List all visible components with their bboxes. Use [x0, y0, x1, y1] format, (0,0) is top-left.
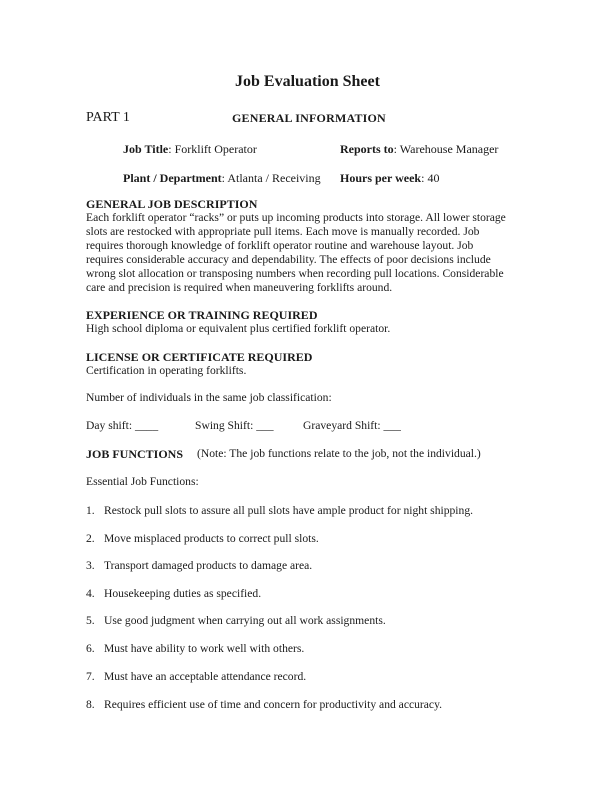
- reports-to-label: Reports to: [340, 142, 394, 156]
- list-item-text: Restock pull slots to assure all pull slots have ample product for night shipping.: [104, 504, 474, 517]
- list-item-number: 3.: [86, 559, 95, 572]
- job-title-label: Job Title: [123, 142, 169, 156]
- hours-per-week-value: : 40: [421, 171, 440, 185]
- plant-department-label: Plant / Department: [123, 171, 222, 185]
- reports-to-field: [340, 142, 498, 157]
- list-item-text: Housekeeping duties as specified.: [104, 587, 262, 600]
- job-description-line: slots are restocked with appropriate pull items. Each move is manually recorded. Job: [86, 225, 480, 238]
- list-item-number: 4.: [86, 587, 95, 600]
- essential-functions-label: Essential Job Functions:: [86, 475, 199, 488]
- list-item-number: 5.: [86, 614, 95, 627]
- page-title: Job Evaluation Sheet: [235, 73, 380, 90]
- swing-shift-field: Swing Shift: ___: [195, 419, 274, 432]
- hours-per-week-label: Hours per week: [340, 171, 422, 185]
- job-functions-heading: JOB FUNCTIONS: [86, 447, 184, 461]
- list-item: [86, 614, 386, 627]
- day-shift-field: Day shift: ____: [86, 419, 159, 432]
- list-item-text: Transport damaged products to damage area.: [104, 559, 313, 572]
- list-item-text: Must have ability to work well with others.: [104, 642, 305, 655]
- list-item-number: 6.: [86, 642, 95, 655]
- job-description-heading: GENERAL JOB DESCRIPTION: [86, 197, 258, 211]
- classification-text: Number of individuals in the same job classification:: [86, 391, 332, 404]
- list-item: [86, 532, 319, 545]
- plant-department-field: [123, 171, 321, 186]
- graveyard-shift-field: Graveyard Shift: ___: [303, 419, 401, 432]
- part-label: PART 1: [86, 110, 130, 125]
- list-item: [86, 504, 473, 517]
- experience-text: High school diploma or equivalent plus certified forklift operator.: [86, 322, 391, 335]
- list-item: [86, 587, 261, 600]
- list-item-number: 8.: [86, 698, 95, 711]
- list-item: [86, 670, 306, 683]
- job-description-line: care and precision is required when maneuvering forklifts around.: [86, 281, 393, 294]
- part-heading: GENERAL INFORMATION: [232, 111, 386, 125]
- license-text: Certification in operating forklifts.: [86, 364, 247, 377]
- reports-to-value: : Warehouse Manager: [393, 142, 499, 156]
- list-item-text: Must have an acceptable attendance record.: [104, 670, 307, 683]
- job-description-line: requires thorough knowledge of forklift operator routine and warehouse layout. Job: [86, 239, 474, 252]
- list-item-text: Move misplaced products to correct pull slots.: [104, 532, 319, 545]
- list-item: [86, 559, 312, 572]
- list-item-text: Use good judgment when carrying out all work assignments.: [104, 614, 386, 627]
- list-item-number: 7.: [86, 670, 95, 683]
- list-item: [86, 698, 442, 711]
- list-item-number: 1.: [86, 504, 95, 517]
- list-item-number: 2.: [86, 532, 95, 545]
- job-description-line: Each forklift operator “racks” or puts up incoming products into storage. All lower storage: [86, 211, 506, 224]
- list-item: [86, 642, 304, 655]
- hours-per-week-field: [340, 171, 439, 186]
- plant-department-value: : Atlanta / Receiving: [221, 171, 321, 185]
- job-functions-note: (Note: The job functions relate to the job, not the individual.): [197, 447, 481, 460]
- list-item-text: Requires efficient use of time and concern for productivity and accuracy.: [104, 698, 443, 711]
- job-title-field: [123, 142, 257, 157]
- job-title-value: : Forklift Operator: [168, 142, 257, 156]
- job-description-line: wrong slot allocation or transposing numbers when recording pull locations. Considerable: [86, 267, 504, 280]
- experience-heading: EXPERIENCE OR TRAINING REQUIRED: [86, 308, 318, 322]
- license-heading: LICENSE OR CERTIFICATE REQUIRED: [86, 350, 313, 364]
- job-description-line: requires considerable accuracy and dependability. The effects of poor decisions include: [86, 253, 491, 266]
